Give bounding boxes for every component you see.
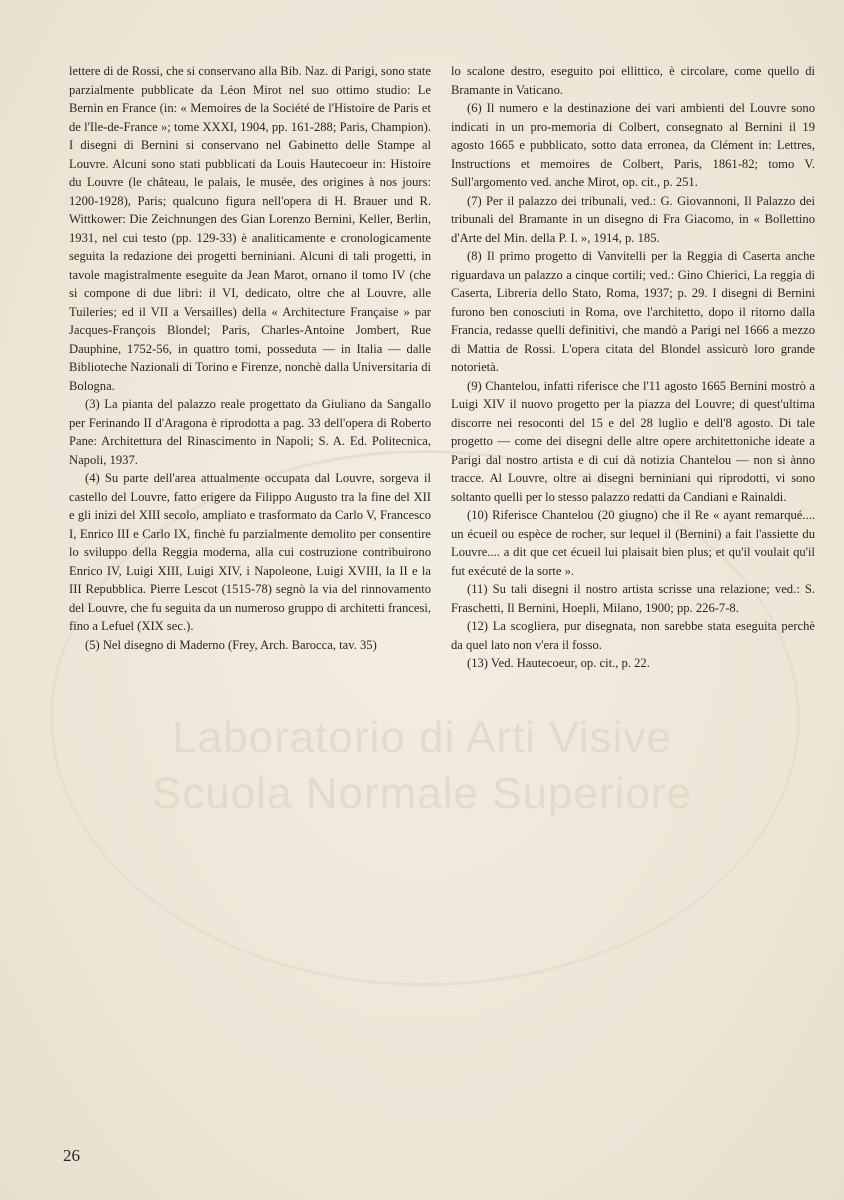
- footnote-9: (9) Chantelou, infatti riferisce che l'11 agosto 1665 Bernini mostrò a Luigi XIV il nuovo progetto per la piazza del Louvre; di quest'ultima discorre nei resoconti del 15 e del 28 luglio e dell'8 agosto. Di tale progetto — come dei disegni delle altre opere architettoniche ideate a Parigi dal nostro artista e di cui dà notizia Chantelou — non si ànno tracce. Al Louvre, oltre ai disegni berniniani qui riprodotti, vi sono soltanto quelli per lo stesso palazzo redatti da Candiani e Rainaldi.: [451, 378, 815, 504]
- watermark-line-2: Scuola Normale Superiore: [151, 769, 693, 818]
- footnote-8: (8) Il primo progetto di Vanvitelli per la Reggia di Caserta anche riguardava un palazzo a cinque cortili; ved.: Gino Chierici, La reggia di Caserta, Libreria dello Stato, Roma, 1937; p. 29. I disegni di Bernini furono ben conosciuti in Roma, ove l'architetto, dopo il ritorno dalla Francia, redasse quelli definitivi, che mandò a Parigi nel 1666 a mezzo di Mattia de Rossi. L'opera citata del Blondel assicurò loro grande notorietà.: [451, 249, 815, 374]
- footnote-5: (5) Nel disegno di Maderno (Frey, Arch. Barocca, tav. 35): [85, 637, 377, 652]
- footnote-4: (4) Su parte dell'area attualmente occupata dal Louvre, sorgeva il castello del Louvre, fatto erigere da Filippo Augusto tra la fine del XII e gli inizi del XIII secolo, ampliato e trasformato da Carlo V, Francesco I, Enrico III e Carlo IX, finchè fu parzialmente demolito per consentire lo sviluppo della Reggia moderna, alla cui costruzione contribuirono Enrico IV, Luigi XIII, Luigi XIV, i Napoleone, Luigi XVIII, la II e la III Repubblica. Pierre Lescot (1515-78) segnò la via del rinnovamento del Louvre, che fu seguita da un numeroso gruppo di architetti francesi, fino a Lefuel (XIX sec.).: [69, 471, 431, 633]
- footnote-5-continued: lo scalone destro, eseguito poi ellittico, è circolare, come quello di Bramante in Vaticano.: [451, 64, 815, 97]
- left-column: [69, 62, 431, 654]
- footnote-3: (3) La pianta del palazzo reale progettato da Giuliano da Sangallo per Ferinando II d'Aragona è riprodotta a pag. 33 dell'opera di Roberto Pane: Architettura del Rinascimento in Napoli; S. A. Ed. Politecnica, Napoli, 1937.: [69, 397, 431, 467]
- footnote-10: (10) Riferisce Chantelou (20 giugno) che il Re « ayant remarqué.... un écueil ou espèce de rocher, sur lequel il (Bernini) a fait l'assiette du Louvre.... a dit que cet écueil lui plaisait bien plus; et qu'il voulait qu'il fut exécuté de la sorte ».: [451, 508, 815, 578]
- footnote-7: (7) Per il palazzo dei tribunali, ved.: G. Giovannoni, Il Palazzo dei tribunali del Bramante in un disegno di Fra Giacomo, in « Bollettino d'Arte del Min. della P. I. », 1914, p. 185.: [451, 193, 815, 245]
- watermark-line-1: Laboratorio di Arti Visive: [172, 713, 672, 762]
- footnote-11: (11) Su tali disegni il nostro artista scrisse una relazione; ved.: S. Fraschetti, Il Bernini, Hoepli, Milano, 1900; pp. 226-7-8.: [451, 582, 815, 615]
- footnote-paragraph: lettere di de Rossi, che si conservano alla Bib. Naz. di Parigi, sono state parzialmente pubblicate da Léon Mirot nel suo ottimo studio: Le Bernin en France (in: « Memoires de la Société de l'Histoire de Paris et de l'Ile-de-France »; tome XXXI, 1904, pp. 161-288; Paris, Champion). I disegni di Bernini si conservano nel Gabinetto delle Stampe al Louvre. Alcuni sono stati pubblicati da Louis Hautecoeur in: Histoire du Louvre (le château, le palais, le musée, des origines à nos jours: 1200-1928), Paris; qualcuno figura nell'opera di H. Brauer und R. Wittkower: Die Zeichnungen des Gian Lorenzo Bernini, Keller, Berlin, 1931, nel cui testo (pp. 129-33) è analiticamente e cronologicamente seguita la redazione dei progetti berniniani. Alcuni di tali progetti, in tavole magistralmente eseguite da Jean Marot, ornano il tomo IV (che si compone di due libri: il VI, dedicato, oltre che al Louvre, alle Tuileries; ed il VII a Versailles) della « Architecture Française » par Jacques-François Blondel; Paris, Charles-Antoine Jombert, Rue Dauphine, 1752-56, in quattro tomi, posseduta — in Italia — dalle Biblioteche Nazionali di Torino e Firenze, nonchè dalla Universitaria di Bologna.: [69, 64, 431, 393]
- watermark: [0, 710, 844, 822]
- footnote-12: (12) La scogliera, pur disegnata, non sarebbe stata eseguita perchè da quel lato non v'era il fosso.: [451, 619, 815, 652]
- right-column: [451, 62, 815, 673]
- footnote-6: (6) Il numero e la destinazione dei vari ambienti del Louvre sono indicati in un pro-memoria di Colbert, consegnato al Bernini il 19 agosto 1665 e pubblicato, sotto data erronea, da Clément in: Lettres, Instructions et memoires de Colbert, Paris, 1861-82; tomo V. Sull'argomento ved. anche Mirot, op. cit., p. 251.: [451, 101, 815, 189]
- footnote-13: (13) Ved. Hautecoeur, op. cit., p. 22.: [467, 656, 650, 670]
- page-number: 26: [63, 1146, 80, 1165]
